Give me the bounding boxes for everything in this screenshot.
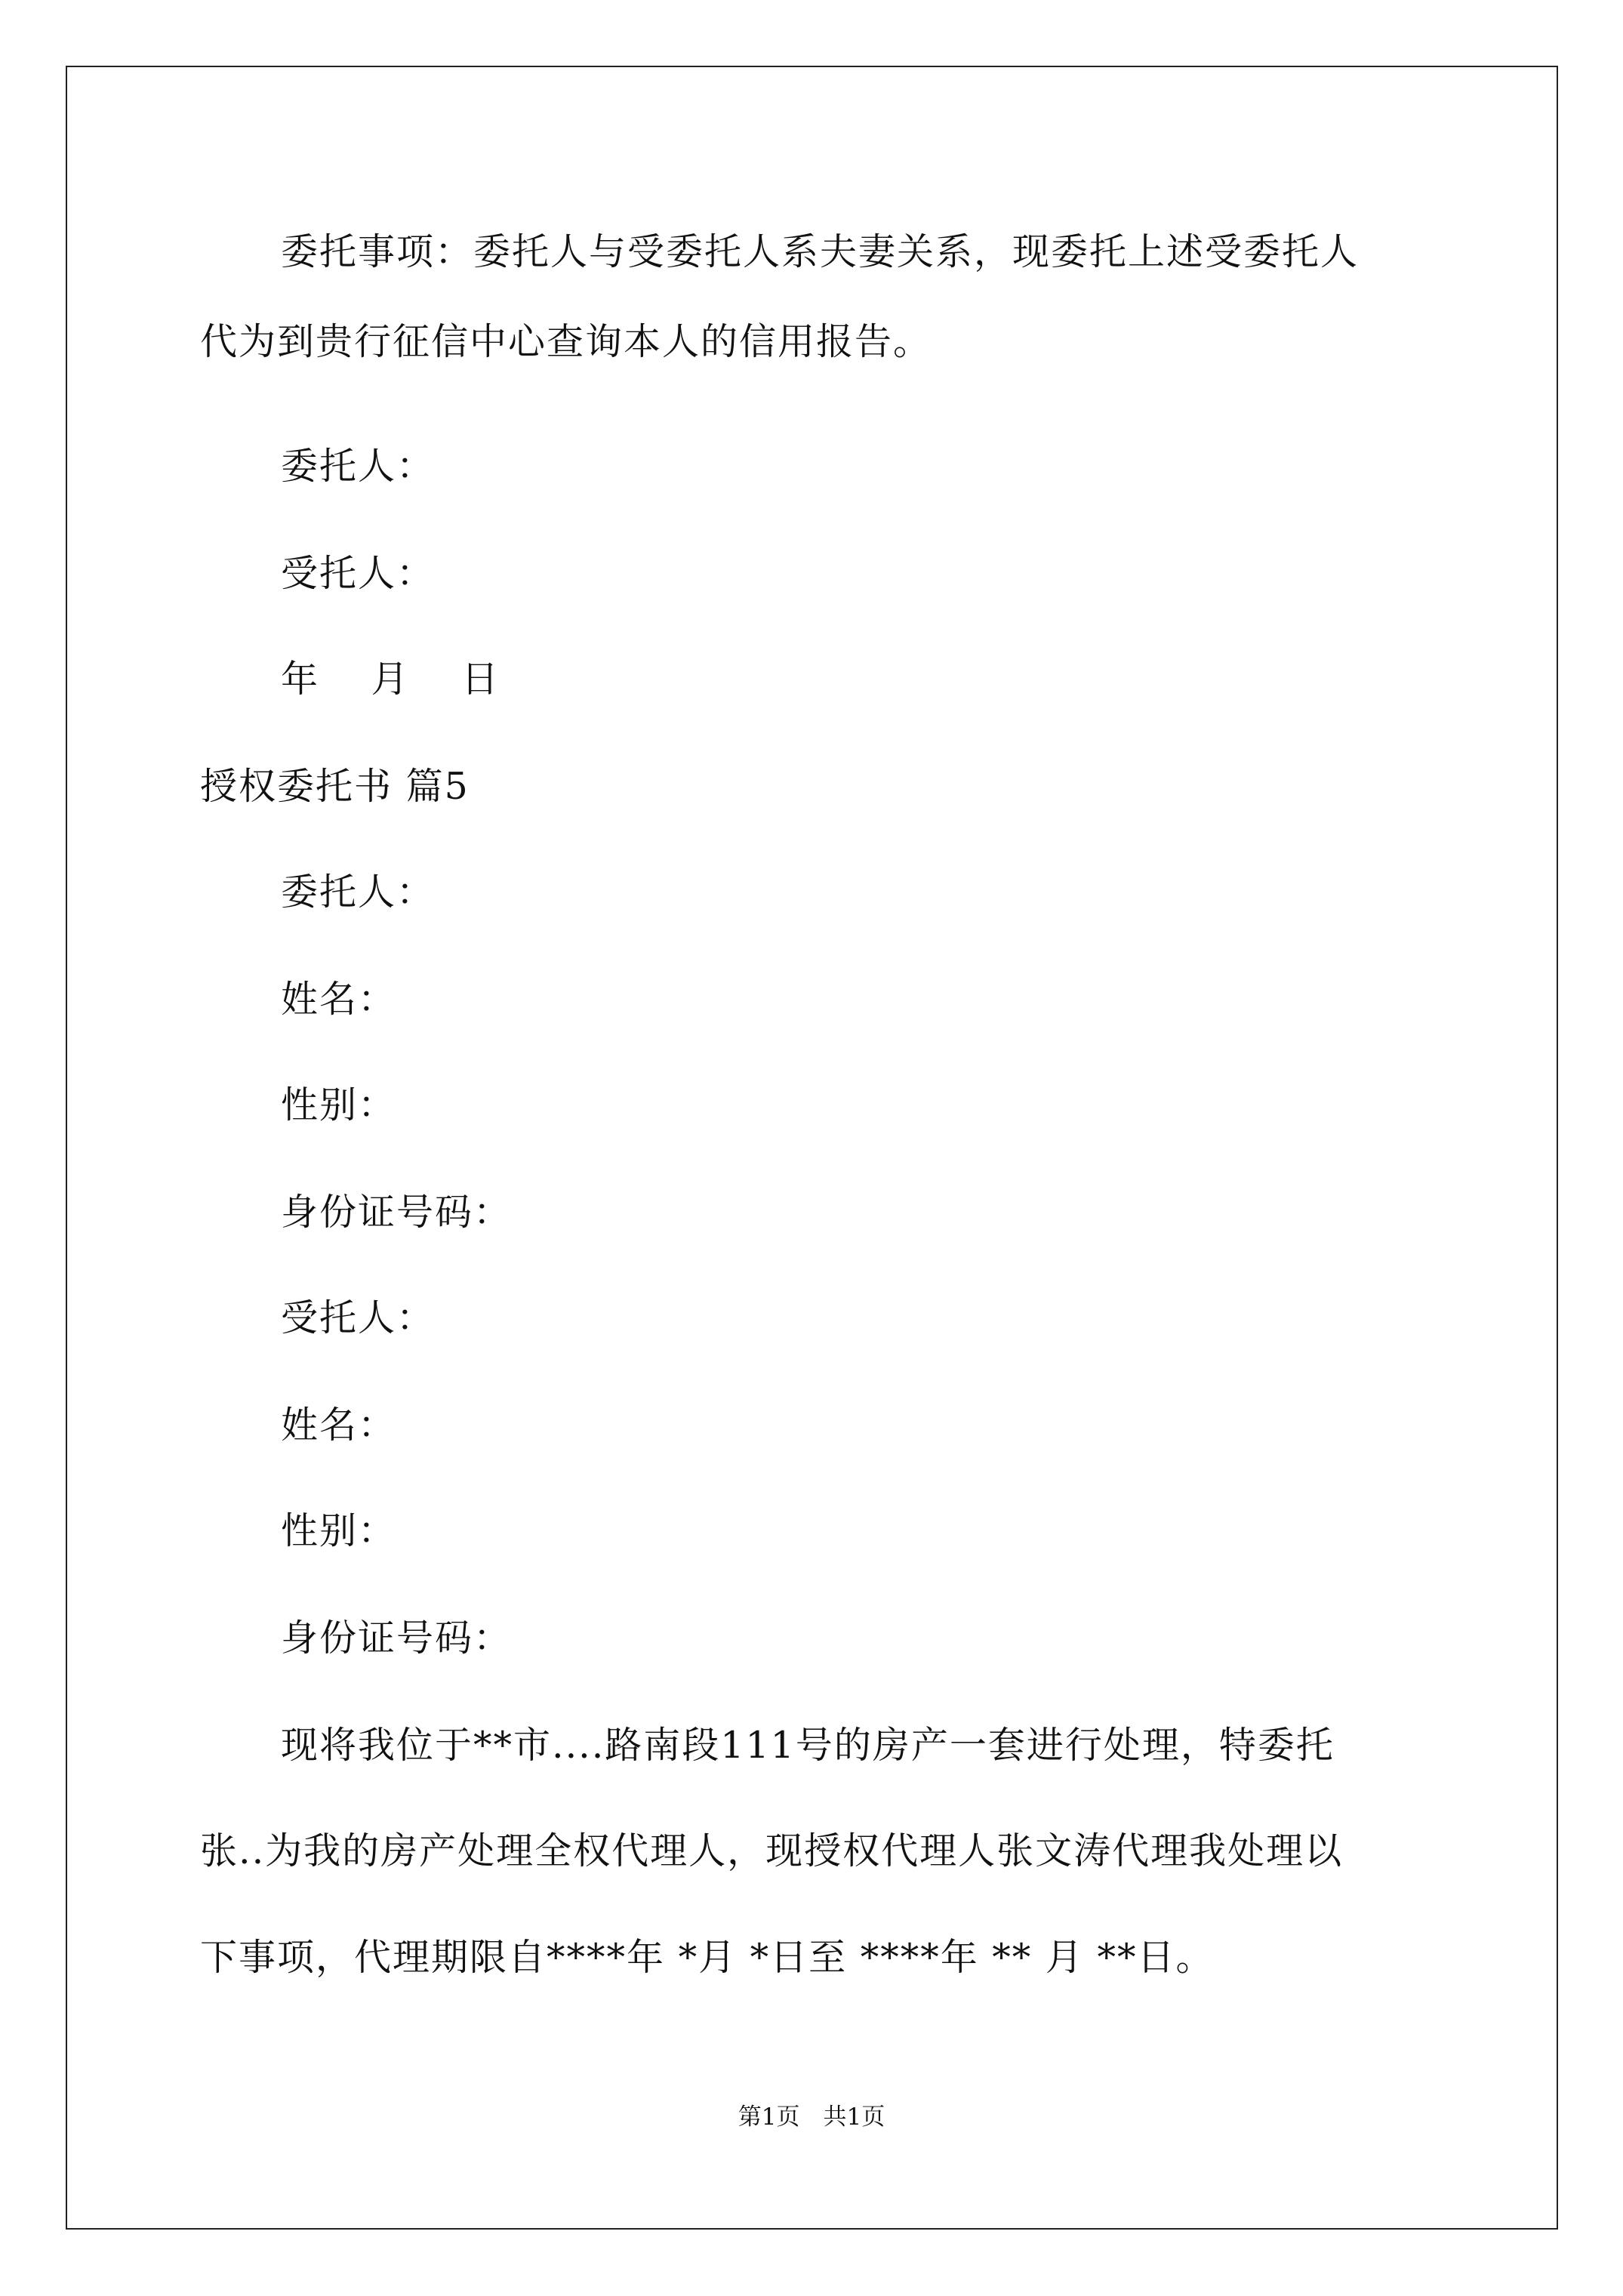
entrusting-party-label-2: 委托人： xyxy=(281,871,436,914)
paragraph-entrust-matter-line-2: 代为到贵行征信中心查询本人的信用报告。 xyxy=(200,320,932,363)
date-line: 年 月 日 xyxy=(281,658,500,701)
id-number-field-1: 身份证号码： xyxy=(281,1191,513,1234)
gender-field-2: 性别： xyxy=(281,1509,397,1552)
page-footer: 第1页 共1页 xyxy=(738,2103,885,2131)
entrusting-party-label: 委托人： xyxy=(281,445,436,488)
property-paragraph-line-2: 张..为我的房产处理全权代理人，现授权代理人张文涛代理我处理以 xyxy=(200,1829,1344,1872)
trustee-label-2: 受托人： xyxy=(281,1296,436,1339)
name-field-2: 姓名： xyxy=(281,1404,397,1447)
id-number-field-2: 身份证号码： xyxy=(281,1616,513,1660)
trustee-label: 受托人： xyxy=(281,552,436,595)
name-field-1: 姓名： xyxy=(281,978,397,1021)
gender-field-1: 性别： xyxy=(281,1083,397,1126)
paragraph-entrust-matter-line-1: 委托事项：委托人与受委托人系夫妻关系，现委托上述受委托人 xyxy=(281,230,1360,273)
property-paragraph-line-3: 下事项，代理期限自****年 *月 *日至 ****年 ** 月 **日。 xyxy=(200,1936,1215,1979)
property-paragraph-line-1: 现将我位于**市....路南段111号的房产一套进行处理，特委托 xyxy=(281,1724,1335,1767)
section-heading: 授权委托书 篇5 xyxy=(200,765,470,808)
page-border xyxy=(66,66,1558,2230)
